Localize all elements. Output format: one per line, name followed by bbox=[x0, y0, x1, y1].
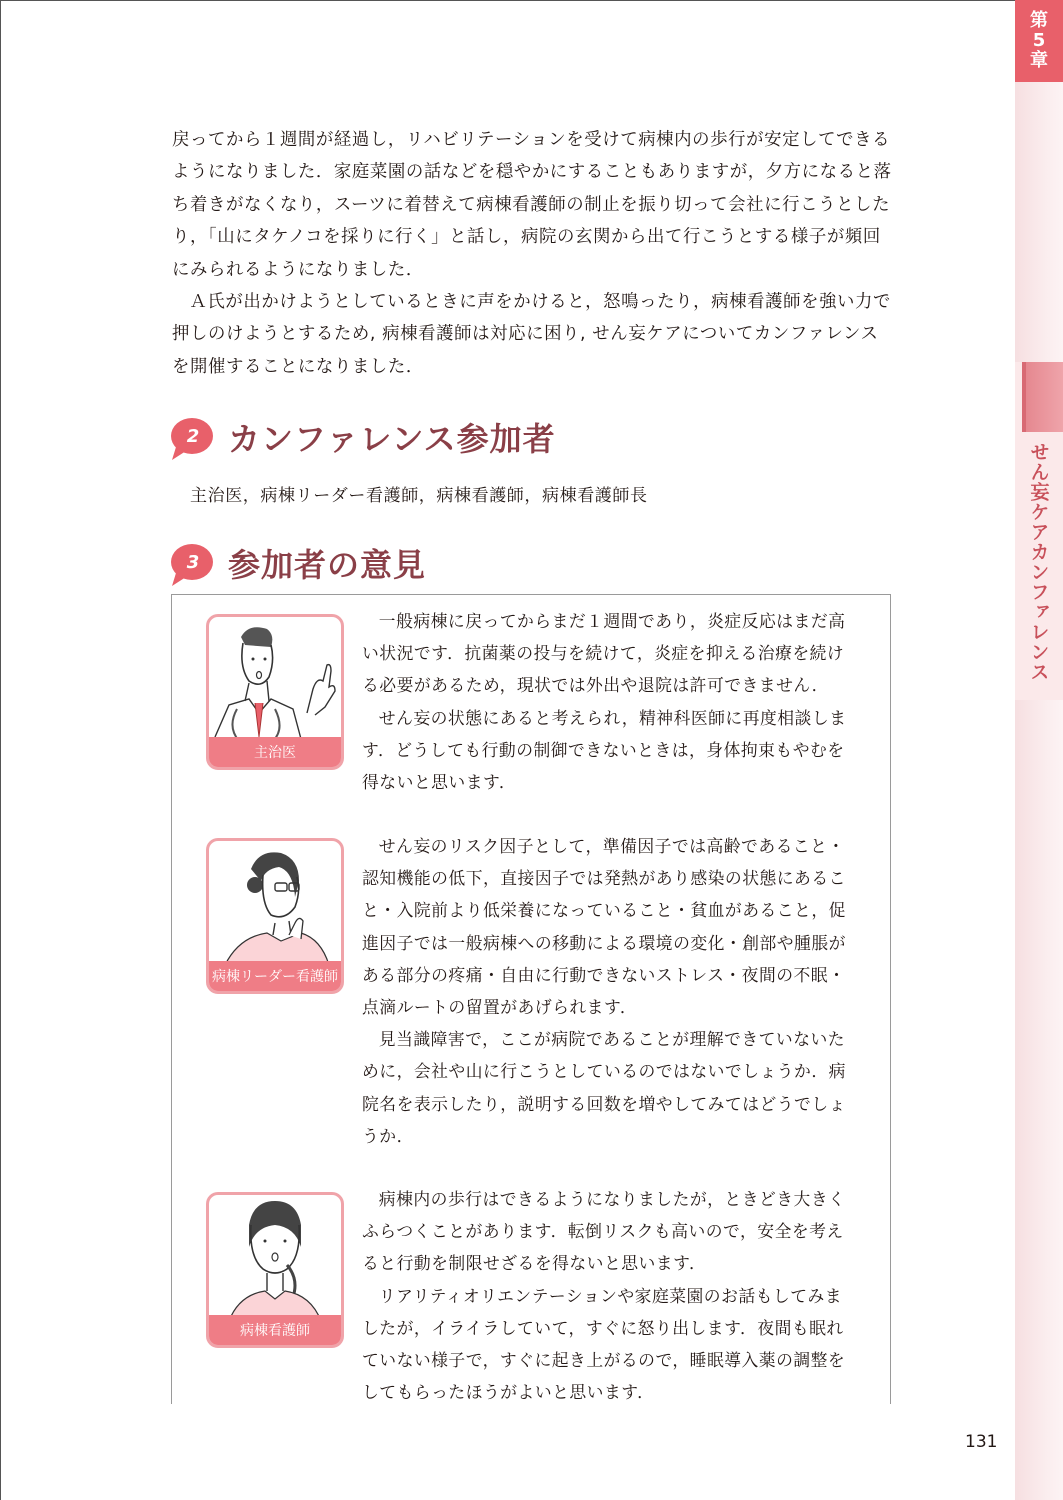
opinion-paragraph: せん妄のリスク因子として，準備因子では高齢であること・認知機能の低下，直接因子では発熱があり感染の状態にあること・入院前より低栄養になっていること・貧血があること，促進因子では一般病棟への移動による環境の変化・創部や腫脹がある部分の疼痛・自由に行動できないストレス・夜間の不眠・点滴ルートの留置があげられます． bbox=[362, 836, 846, 1018]
section-number: 3 bbox=[186, 551, 200, 573]
intro-paragraph: 戻ってから１週間が経過し，リハビリテーションを受けて病棟内の歩行が安定してできるようになりました．家庭菜園の話などを穏やかにすることもありますが，夕方になると落ち着きがなくなり，スーツに着替えて病棟看護師の制止を振り切って会社に行こうとしたり，「山にタケノコを採りに行く」と話し，病院の玄関から出て行こうとする様子が頻回にみられるようになりました． bbox=[172, 130, 892, 280]
page-number: 131 bbox=[965, 1432, 998, 1452]
role-label: 病棟リーダー看護師 bbox=[209, 961, 341, 991]
chapter-tab-line3: 章 bbox=[1030, 50, 1048, 71]
role-label: 病棟看護師 bbox=[209, 1315, 341, 1345]
section-heading-participants bbox=[170, 414, 556, 460]
intro-text bbox=[172, 124, 894, 383]
chapter-tab-line1: 第 bbox=[1030, 10, 1048, 31]
opinion-paragraph: 一般病棟に戻ってからまだ１週間であり，炎症反応はまだ高い状況です．抗菌薬の投与を続けて，炎症を抑える治療を続ける必要があるため，現状では外出や退院は許可できません． bbox=[362, 611, 846, 696]
opinion-text-doctor bbox=[362, 605, 858, 798]
section-title: カンファレンス参加者 bbox=[228, 420, 556, 458]
opinion-text-ward-nurse bbox=[362, 1183, 858, 1408]
side-section-marker bbox=[1022, 362, 1063, 432]
role-label: 主治医 bbox=[209, 737, 341, 767]
section-number-bubble bbox=[170, 543, 216, 583]
opinion-text-leader-nurse bbox=[362, 830, 858, 1152]
section-number-bubble bbox=[170, 417, 216, 457]
opinion-paragraph: 病棟内の歩行はできるようになりましたが，ときどき大きくふらつくことがあります．転倒リスクも高いので，安全を考えると行動を制限せざるを得ないと思います． bbox=[362, 1189, 846, 1274]
section-number: 2 bbox=[186, 425, 200, 447]
opinion-paragraph: 見当識障害で，ここが病院であることが理解できていないために，会社や山に行こうとしているのではないでしょうか．病院名を表示したり，説明する回数を増やしてみてはどうでしょうか． bbox=[362, 1029, 846, 1146]
opinion-paragraph: リアリティオリエンテーションや家庭菜園のお話もしてみましたが，イライラしていて，すぐに怒り出します．夜間も眠れていない様子で，すぐに起き上がるので，睡眠導入薬の調整をしてもらったほうがよいと思います． bbox=[362, 1285, 846, 1403]
side-section-label[interactable]: せん妄ケアカンファレンス bbox=[1027, 442, 1050, 682]
doctor-avatar bbox=[206, 614, 344, 770]
opinion-paragraph: せん妄の状態にあると考えられ，精神科医師に再度相談します．どうしても行動の制御できないときは，身体拘束もやむを得ないと思います． bbox=[362, 707, 847, 793]
chapter-tab[interactable] bbox=[1015, 0, 1063, 82]
participants-list: 主治医，病棟リーダー看護師，病棟看護師，病棟看護師長 bbox=[190, 486, 648, 506]
intro-paragraph: Ａ氏が出かけようとしているときに声をかけると，怒鳴ったり，病棟看護師を強い力で押しのけようとするため, 病棟看護師は対応に困り, せん妄ケアについてカンファレンスを開催することになりました． bbox=[172, 292, 892, 377]
leader-nurse-avatar bbox=[206, 838, 344, 994]
ward-nurse-avatar bbox=[206, 1192, 344, 1348]
side-shade-upper bbox=[1015, 82, 1063, 362]
chapter-tab-line2: 5 bbox=[1032, 30, 1046, 51]
side-shade-lower bbox=[1015, 700, 1063, 1500]
section-heading-opinions bbox=[170, 540, 426, 586]
section-title: 参加者の意見 bbox=[228, 546, 427, 584]
